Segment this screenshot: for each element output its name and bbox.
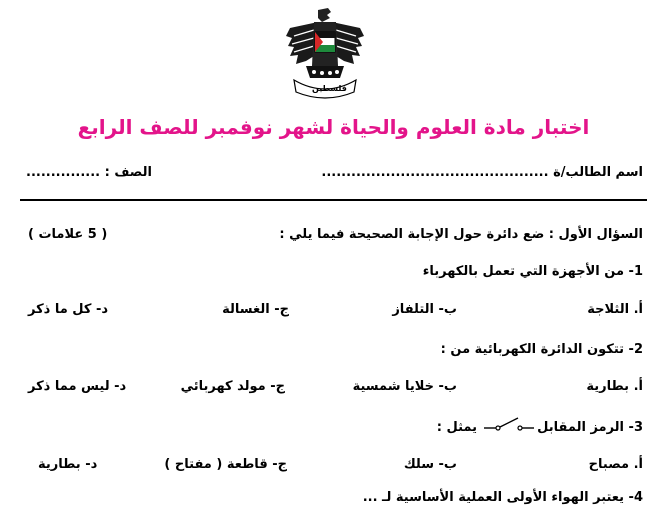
palestine-emblem-logo: [284, 6, 366, 100]
q3-option-b: ب- سلك: [403, 457, 457, 472]
header-divider: [20, 199, 647, 201]
switch-symbol-icon: [484, 414, 534, 434]
q1-option-b: ب- التلفاز: [392, 302, 457, 317]
section-marks: ( 5 علامات ): [28, 227, 108, 242]
question-3-text-end: يمثل :: [436, 420, 477, 435]
question-3-text-start: 3- الرمز المقابل: [537, 420, 643, 435]
emblem-caption: فلسطين: [312, 84, 347, 93]
q1-option-d: د- كل ما ذكر: [28, 302, 109, 317]
q3-option-a: أ. مصباح: [588, 457, 643, 472]
q3-option-d: د- بطارية: [38, 457, 98, 472]
page-title: اختبار مادة العلوم والحياة لشهر نوفمبر للصف الرابع: [77, 115, 590, 139]
q1-option-a: أ. الثلاجة: [587, 302, 643, 317]
class-field: الصف : ...............: [26, 165, 152, 180]
question-4-text: 4- يعتبر الهواء الأولى العملية الأساسية لـ ...: [362, 490, 643, 505]
q1-option-c: ج- الغسالة: [222, 302, 289, 317]
q3-option-c: ج- قاطعة ( مفتاح ): [164, 457, 287, 472]
question-2-text: 2- تتكون الدائرة الكهربائية من :: [440, 342, 643, 357]
q2-option-a: أ. بطارية: [586, 379, 643, 394]
question-1-text: 1- من الأجهزة التي تعمل بالكهرباء: [422, 264, 643, 279]
section-instruction: السؤال الأول : ضع دائرة حول الإجابة الصحيحة فيما يلي :: [279, 227, 643, 242]
student-name-field: اسم الطالب/ة ..............................................: [321, 165, 643, 180]
q2-option-d: د- ليس مما ذكر: [28, 379, 127, 394]
q2-option-b: ب- خلايا شمسية: [352, 379, 457, 394]
q2-option-c: ج- مولد كهربائي: [180, 379, 285, 394]
